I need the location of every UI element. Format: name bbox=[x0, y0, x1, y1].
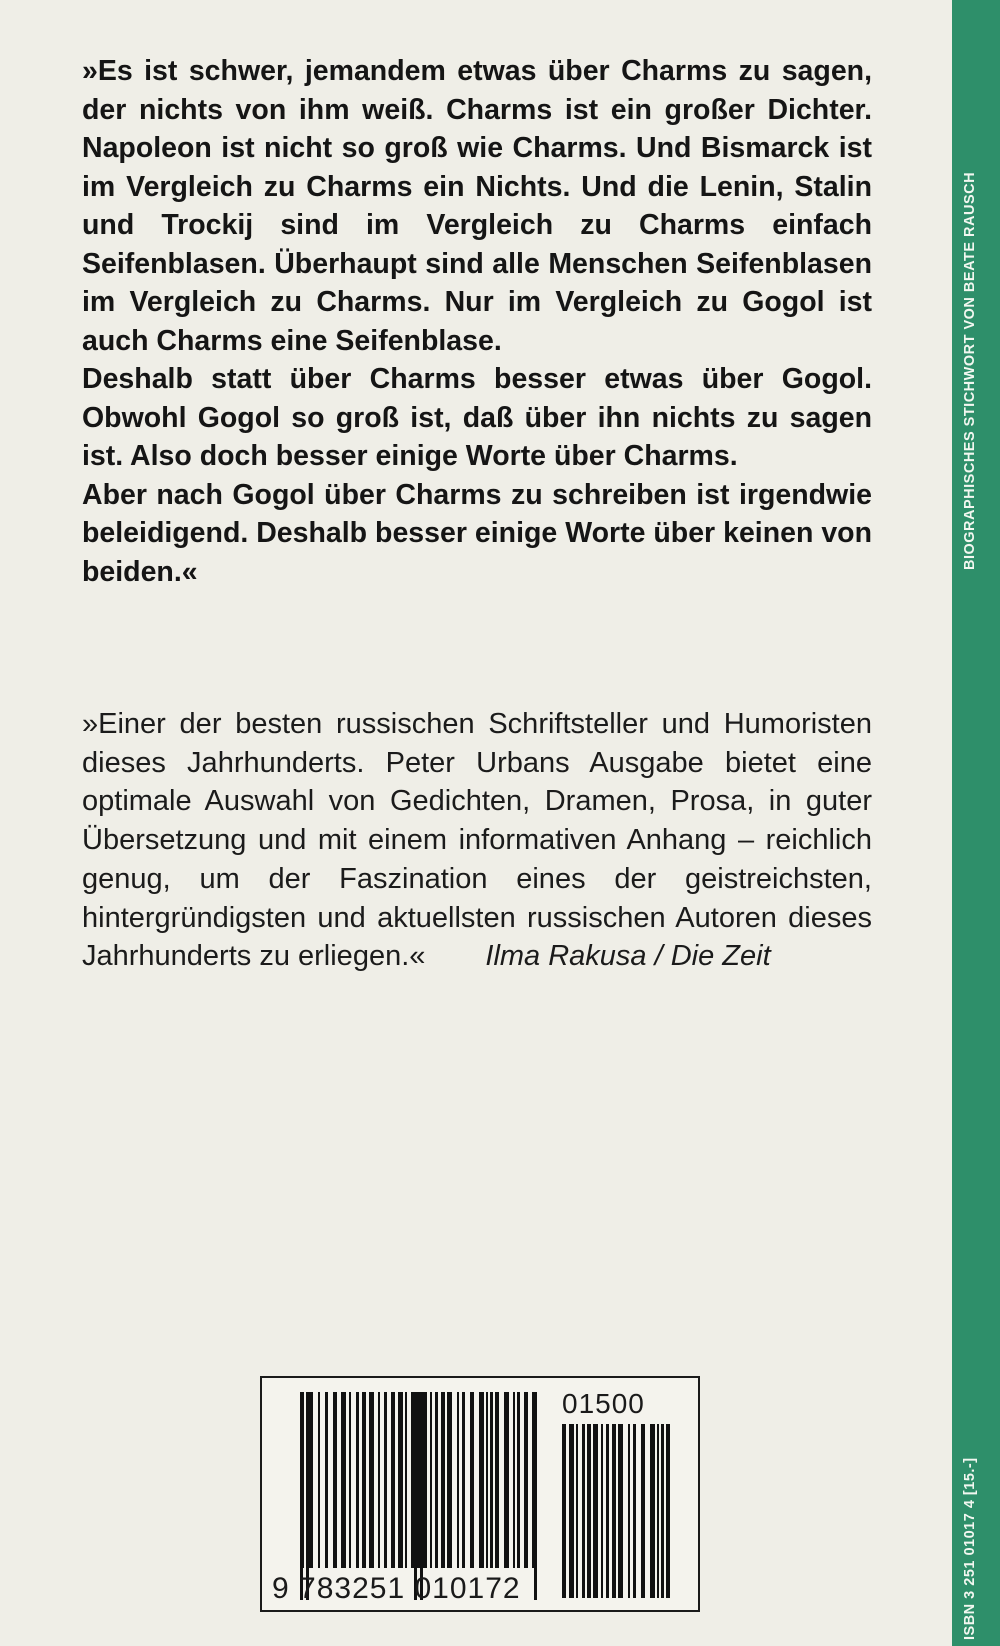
quote-paragraph-2: Deshalb statt über Charms besser etwas über Gogol. Obwohl Gogol so groß ist, daß über ihn nichts zu sagen ist. Also doch besser einige Worte über Charms. bbox=[82, 363, 872, 472]
spine-title: BIOGRAPHISCHES STICHWORT VON BEATE RAUSCH bbox=[962, 171, 978, 570]
barcode-addon: 01500 bbox=[562, 1388, 645, 1419]
review-text: »Einer der besten russischen Schriftsteller und Humoristen dieses Jahrhunderts. Peter Urbans Ausgabe bietet eine optimale Auswahl von Gedichten, Dramen, Prosa, in guter Übersetzung und mit einem informativen Anhang – reichlich genug, um der Faszination eines der geistreichsten, hintergründigsten und aktuellsten russischen Autoren dieses Jahrhunderts zu erliegen.« bbox=[82, 708, 872, 973]
author-quote bbox=[82, 52, 872, 591]
quote-paragraph-3: Aber nach Gogol über Charms zu schreiben ist irgendwie beleidigend. Deshalb besser einige Worte über keinen von beiden.« bbox=[82, 478, 872, 588]
spine-isbn: ISBN 3 251 01017 4 [15.-] bbox=[962, 1457, 978, 1640]
barcode-digits: 9 783251 010172 bbox=[272, 1572, 521, 1605]
press-review bbox=[82, 705, 872, 976]
review-source: Ilma Rakusa / Die Zeit bbox=[485, 940, 771, 973]
barcode bbox=[260, 1376, 700, 1612]
review-body bbox=[82, 705, 872, 976]
spine-stripe bbox=[952, 0, 1000, 1646]
quote-paragraph-1: »Es ist schwer, jemandem etwas über Charms zu sagen, der nichts von ihm weiß. Charms ist ein großer Dichter. Napoleon ist nicht so groß wie Charms. Und Bismarck ist im Vergleich zu Charms ein Nichts. Und die Lenin, Stalin und Trockij sind im Vergleich zu Charms einfach Seifenblasen. Überhaupt sind alle Menschen Seifenblasen im Vergleich zu Charms. Nur im Vergleich zu Gogol ist auch Charms eine Seifenblase. bbox=[82, 55, 872, 357]
